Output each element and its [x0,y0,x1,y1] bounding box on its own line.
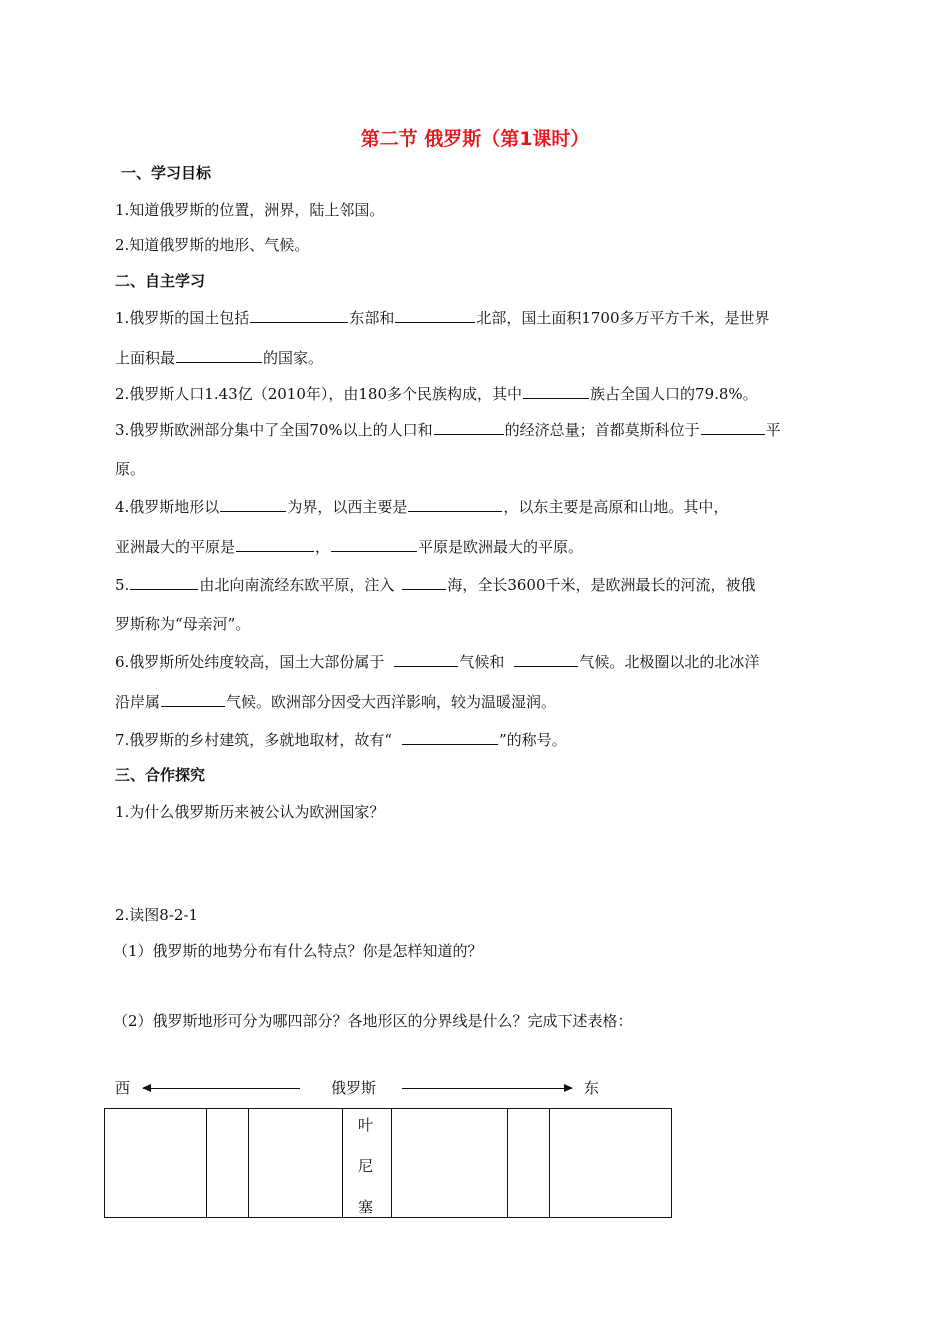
fill-blank[interactable] [395,307,475,323]
arrow-head-icon [564,1084,573,1092]
question-text: 的经济总量；首都莫斯科位于 [504,421,700,439]
question-4-line-2 [115,536,583,557]
question-text: 海，全长3600千米，是欧洲最长的河流，被俄 [447,576,756,594]
question-4-line-1 [115,496,728,517]
fill-blank[interactable] [331,536,417,552]
fill-blank[interactable] [130,574,198,590]
question-3-line-2: 原。 [115,460,146,478]
table-vertical-char: 塞 [358,1198,374,1216]
question-text: 7.俄罗斯的乡村建筑，多就地取材，故有“ [115,731,392,749]
west-label: 西 [115,1079,131,1097]
question-text: 6.俄罗斯所处纬度较高，国土大部份属于 [115,653,385,671]
page-title: 第二节 俄罗斯（第1课时） [360,128,590,150]
table-divider [206,1109,207,1217]
question-text: 平原是欧洲最大的平原。 [418,538,584,556]
right-arrow [402,1088,572,1089]
section-heading-objectives: 一、学习目标 [121,164,212,182]
arrow-head-icon [142,1084,151,1092]
objective-item: 1.知道俄罗斯的位置，洲界，陆上邻国。 [115,201,385,219]
table-vertical-char: 叶 [358,1116,374,1134]
question-5-line-2: 罗斯称为“母亲河”。 [115,615,251,633]
table-divider [549,1109,550,1217]
question-text: 1.俄罗斯的国土包括 [115,309,250,327]
terrain-table [104,1108,672,1218]
question-text: 气候。欧洲部分因受大西洋影响，较为温暖湿润。 [226,693,557,711]
fill-blank[interactable] [250,307,348,323]
explore-question-2: 2.读图8-2-1 [115,906,199,924]
question-text: 气候和 [459,653,505,671]
question-text: 平 [765,421,781,439]
question-text: 亚洲最大的平原是 [115,538,236,556]
question-text: 沿岸属 [115,693,161,711]
question-1-line-2 [115,347,323,368]
question-1-line-1 [115,307,770,328]
table-divider [507,1109,508,1217]
fill-blank[interactable] [514,651,578,667]
table-vertical-char: 尼 [358,1157,374,1175]
fill-blank[interactable] [220,496,286,512]
explore-question-2-1: （1）俄罗斯的地势分布有什么特点？你是怎样知道的？ [113,942,483,960]
fill-blank[interactable] [408,496,502,512]
section-heading-self-study: 二、自主学习 [115,272,206,290]
fill-blank[interactable] [236,536,314,552]
fill-blank[interactable] [523,383,589,399]
fill-blank[interactable] [394,651,458,667]
question-6-line-2 [115,691,556,712]
question-2 [115,383,758,404]
objective-item: 2.知道俄罗斯的地形、气候。 [115,236,310,254]
center-label: 俄罗斯 [331,1079,377,1097]
question-text: 东部和 [349,309,395,327]
east-label: 东 [584,1079,600,1097]
question-text: 族占全国人口的79.8%。 [590,385,758,403]
table-divider [342,1109,343,1217]
question-text: 5. [115,576,130,594]
question-text: 4.俄罗斯地形以 [115,498,220,516]
left-arrow [143,1088,300,1089]
fill-blank[interactable] [161,691,225,707]
explore-question-1: 1.为什么俄罗斯历来被公认为欧洲国家？ [115,803,385,821]
question-text: 的国家。 [263,349,324,367]
fill-blank[interactable] [701,419,765,435]
question-3-line-1 [115,419,781,440]
question-text: ，以东主要是高原和山地。其中， [503,498,729,516]
question-text: 为界，以西主要是 [287,498,408,516]
question-text: ”的称号。 [498,731,567,749]
fill-blank[interactable] [176,347,262,363]
question-6-line-1 [115,651,759,672]
fill-blank[interactable] [402,574,446,590]
question-text: 气候。北极圈以北的北冰洋 [579,653,760,671]
table-divider [391,1109,392,1217]
question-5-line-1 [115,574,756,595]
explore-question-2-2: （2）俄罗斯地形可分为哪四部分？各地形区的分界线是什么？完成下述表格： [113,1012,633,1030]
question-text: 上面积最 [115,349,176,367]
question-text: 3.俄罗斯欧洲部分集中了全国70%以上的人口和 [115,421,433,439]
table-divider [248,1109,249,1217]
fill-blank[interactable] [434,419,504,435]
question-text: 由北向南流经东欧平原，注入 [199,576,395,594]
question-text: 北部，国土面积1700多万平方千米，是世界 [476,309,770,327]
section-heading-cooperative: 三、合作探究 [115,766,206,784]
question-7 [115,729,567,750]
question-text: 2.俄罗斯人口1.43亿（2010年），由180多个民族构成，其中 [115,385,523,403]
question-text: ， [315,538,331,556]
fill-blank[interactable] [402,729,498,745]
